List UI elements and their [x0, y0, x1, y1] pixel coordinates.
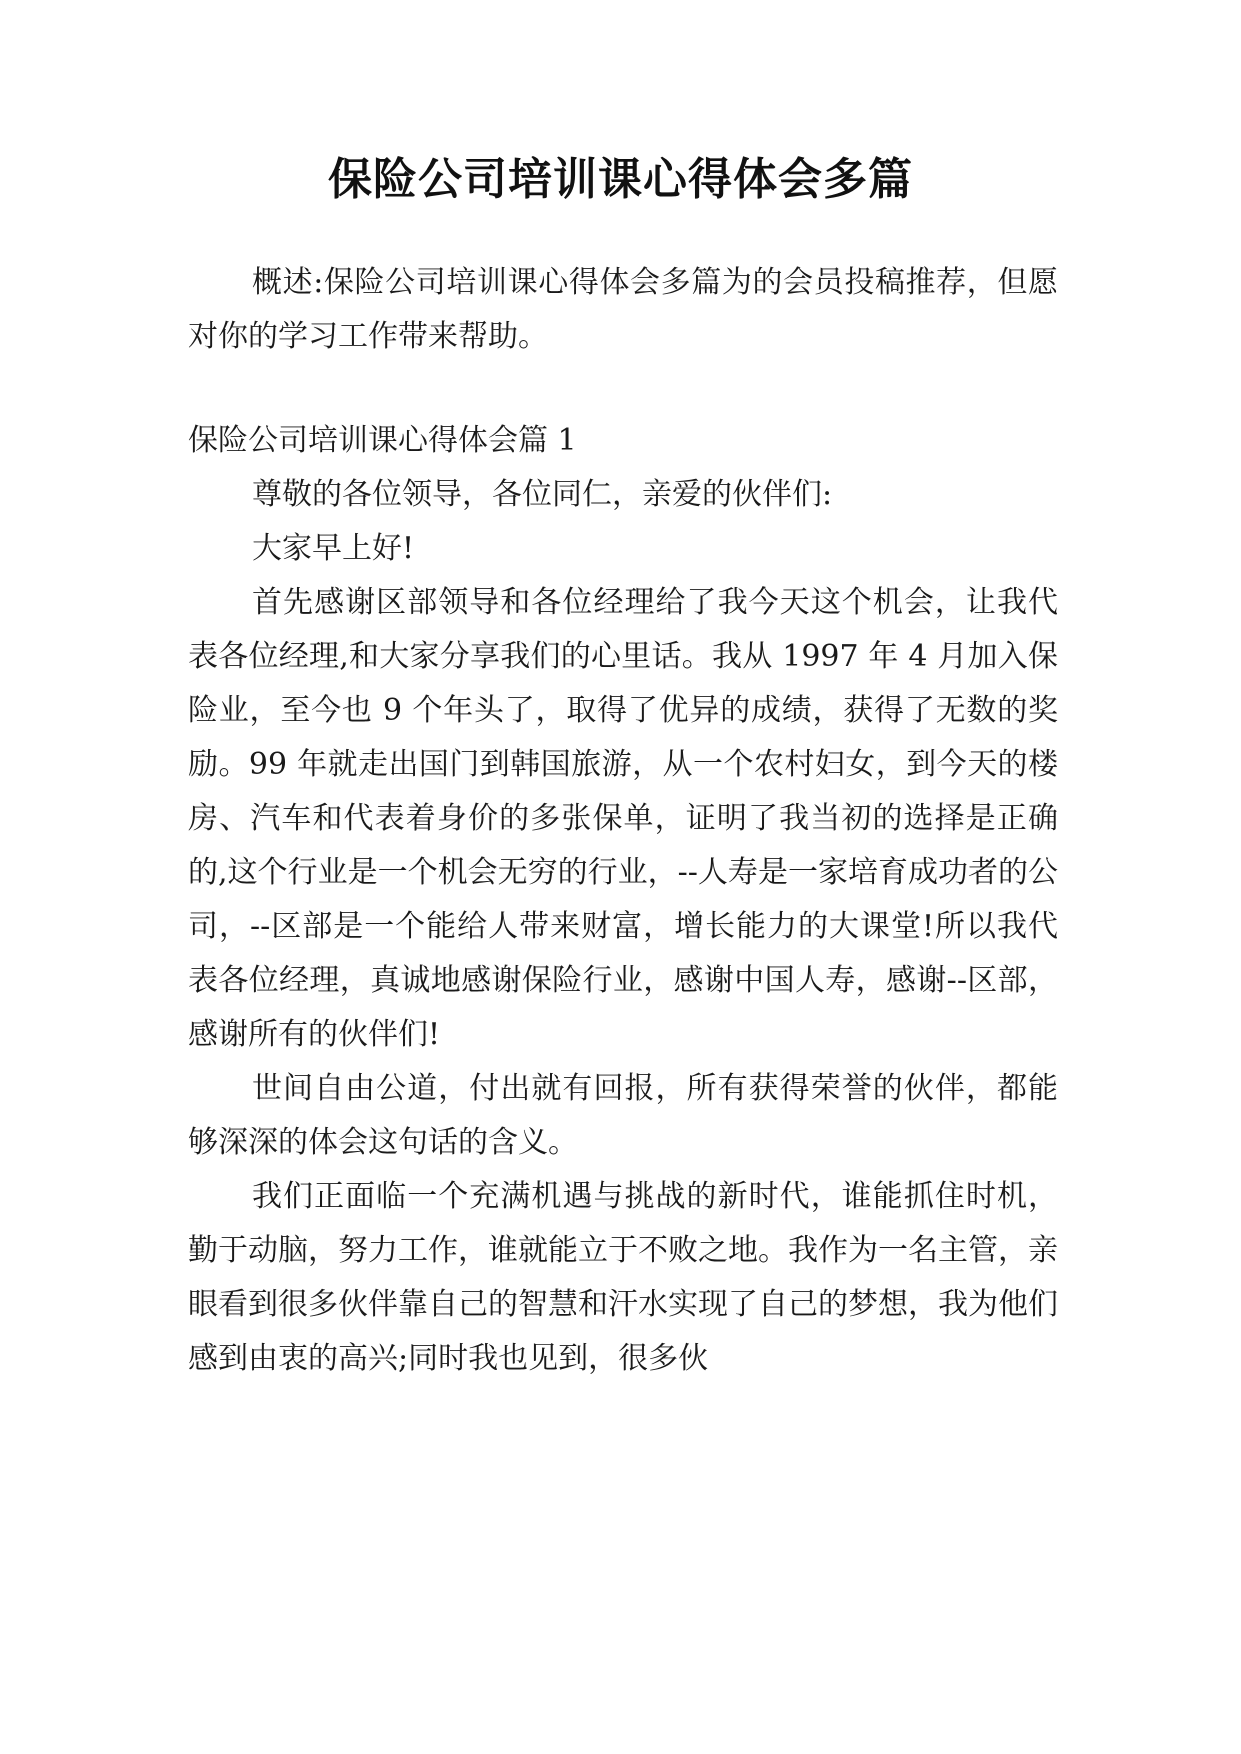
section-heading: 保险公司培训课心得体会篇 1 [188, 423, 577, 458]
paragraph-good-morning: 大家早上好! [252, 531, 415, 566]
paragraph-greeting: 尊敬的各位领导，各位同仁，亲爱的伙伴们: [252, 477, 833, 512]
paragraph-new-era: 我们正面临一个充满机遇与挑战的新时代，谁能抓住时机，勤于动脑，努力工作，谁就能立于不败之地。我作为一名主管，亲眼看到很多伙伴靠自己的智慧和汗水实现了自己的梦想，我为他们感到由衷的高兴;同时我也见到，很多伙 [188, 1179, 1058, 1376]
document-title: 保险公司培训课心得体会多篇 [328, 154, 913, 205]
paragraph-thanks: 首先感谢区部领导和各位经理给了我今天这个机会，让我代表各位经理,和大家分享我们的心里话。我从 1997 年 4 月加入保险业，至今也 9 个年头了，取得了优异的成绩，获得了无数的奖励。99 年就走出国门到韩国旅游，从一个农村妇女，到今天的楼房、汽车和代表着身价的多张保单，证明了我当初的选择是正确的,这个行业是一个机会无穷的行业，--人寿是一家培育成功者的公司，--区部是一个能给人带来财富，增长能力的大课堂!所以我代表各位经理，真诚地感谢保险行业，感谢中国人寿，感谢--区部，感谢所有的伙伴们! [188, 585, 1058, 1052]
section-body [188, 414, 1058, 1386]
paragraph-fairness: 世间自由公道，付出就有回报，所有获得荣誉的伙伴，都能够深深的体会这句话的含义。 [188, 1071, 1058, 1160]
summary-block [188, 256, 1058, 364]
summary-paragraph: 概述:保险公司培训课心得体会多篇为的会员投稿推荐，但愿对你的学习工作带来帮助。 [188, 265, 1058, 354]
